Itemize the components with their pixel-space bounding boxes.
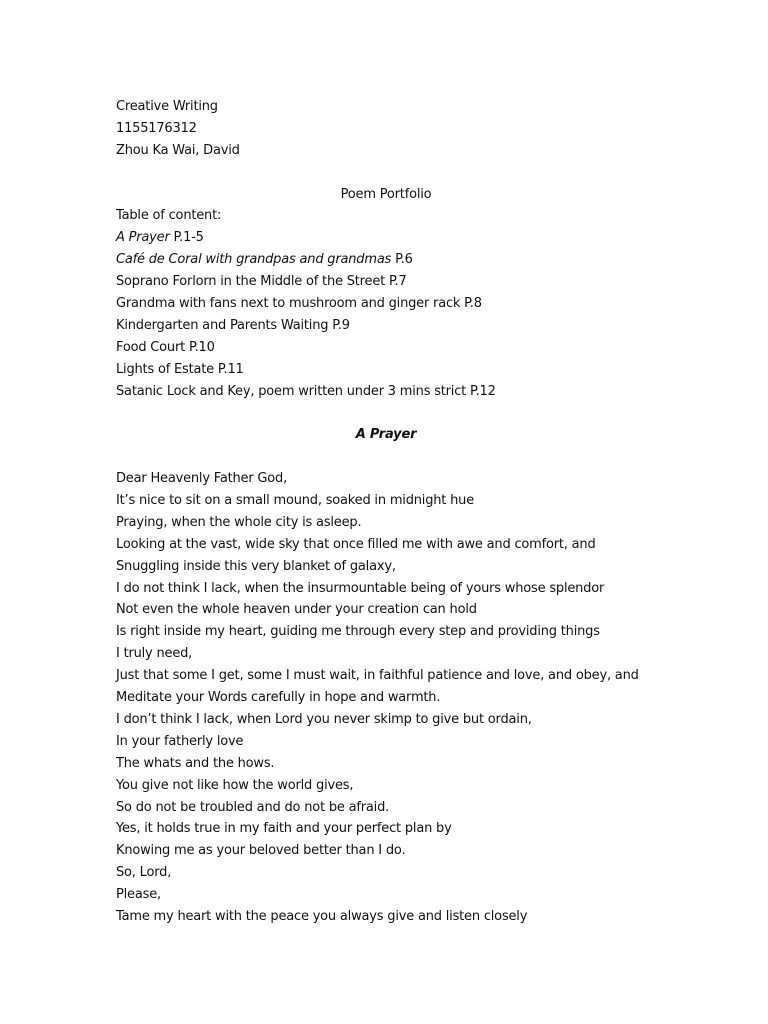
toc-entry-page: P.11 [213, 361, 244, 377]
poem-line: So, Lord, [116, 865, 172, 881]
toc-entry-page: P.7 [385, 274, 407, 290]
poem-line: Tame my heart with the peace you always give and listen closely [116, 908, 528, 924]
toc-entry [116, 381, 656, 403]
toc-entry [116, 227, 656, 249]
toc-entry-title: Kindergarten and Parents Waiting [116, 317, 329, 333]
toc-heading: Table of content: [116, 208, 222, 224]
poem-line: It’s nice to sit on a small mound, soaked in midnight hue [116, 493, 474, 509]
toc-entry-page: P.9 [328, 317, 350, 333]
poem-line: You give not like how the world gives, [116, 777, 354, 793]
poem-line: Just that some I get, some I must wait, in faithful patience and love, and obey, and [116, 668, 639, 684]
toc-entry [116, 293, 656, 315]
toc-entry-title: Soprano Forlorn in the Middle of the Street [116, 274, 386, 290]
table-of-contents [116, 227, 656, 402]
poem-line: Not even the whole heaven under your creation can hold [116, 602, 477, 618]
spacer [116, 446, 656, 468]
toc-entry-title: Food Court [116, 339, 186, 355]
poem-line: So do not be troubled and do not be afraid. [116, 799, 390, 815]
portfolio-title: Poem Portfolio [340, 186, 432, 202]
poem-line: Dear Heavenly Father God, [116, 471, 288, 487]
spacer [116, 162, 656, 184]
author-name: Zhou Ka Wai, David [116, 142, 240, 158]
toc-entry-page: P.12 [466, 383, 496, 399]
poem-line: Praying, when the whole city is asleep. [116, 514, 362, 530]
toc-entry-page: P.1-5 [169, 230, 204, 246]
toc-entry [116, 249, 656, 271]
student-id: 1155176312 [116, 120, 197, 136]
toc-entry-page: P.8 [460, 296, 482, 312]
toc-entry-title: Satanic Lock and Key, poem written under 3 mins strict [116, 383, 467, 399]
poem-line: Looking at the vast, wide sky that once filled me with awe and comfort, and [116, 536, 596, 552]
toc-entry-title: Lights of Estate [116, 361, 214, 377]
toc-entry [116, 315, 656, 337]
toc-entry [116, 337, 656, 359]
poem-line: Snuggling inside this very blanket of galaxy, [116, 558, 396, 574]
poem-line: I truly need, [116, 646, 193, 662]
document-page [116, 96, 656, 928]
toc-entry [116, 271, 656, 293]
poem-line: I don’t think I lack, when Lord you never skimp to give but ordain, [116, 711, 532, 727]
toc-entry-page: P.10 [185, 339, 215, 355]
poem-line: Meditate your Words carefully in hope and warmth. [116, 690, 441, 706]
spacer [116, 402, 656, 424]
toc-entry [116, 359, 656, 381]
poem-line: Is right inside my heart, guiding me through every step and providing things [116, 624, 600, 640]
poem-line: The whats and the hows. [116, 755, 275, 771]
toc-entry-title: A Prayer [116, 230, 170, 246]
poem-line: Please, [116, 887, 161, 903]
toc-entry-title: Grandma with fans next to mushroom and ginger rack [116, 296, 461, 312]
course-name: Creative Writing [116, 99, 218, 114]
poem-line: I do not think I lack, when the insurmountable being of yours whose splendor [116, 580, 605, 596]
poem-body [116, 468, 656, 928]
poem-line: Knowing me as your beloved better than I do. [116, 843, 406, 859]
poem-line: In your fatherly love [116, 733, 244, 749]
toc-entry-page: P.6 [391, 252, 413, 268]
poem-title: A Prayer [355, 427, 417, 443]
toc-entry-title: Café de Coral with grandpas and grandmas [116, 252, 392, 268]
poem-line: Yes, it holds true in my faith and your perfect plan by [116, 821, 452, 837]
